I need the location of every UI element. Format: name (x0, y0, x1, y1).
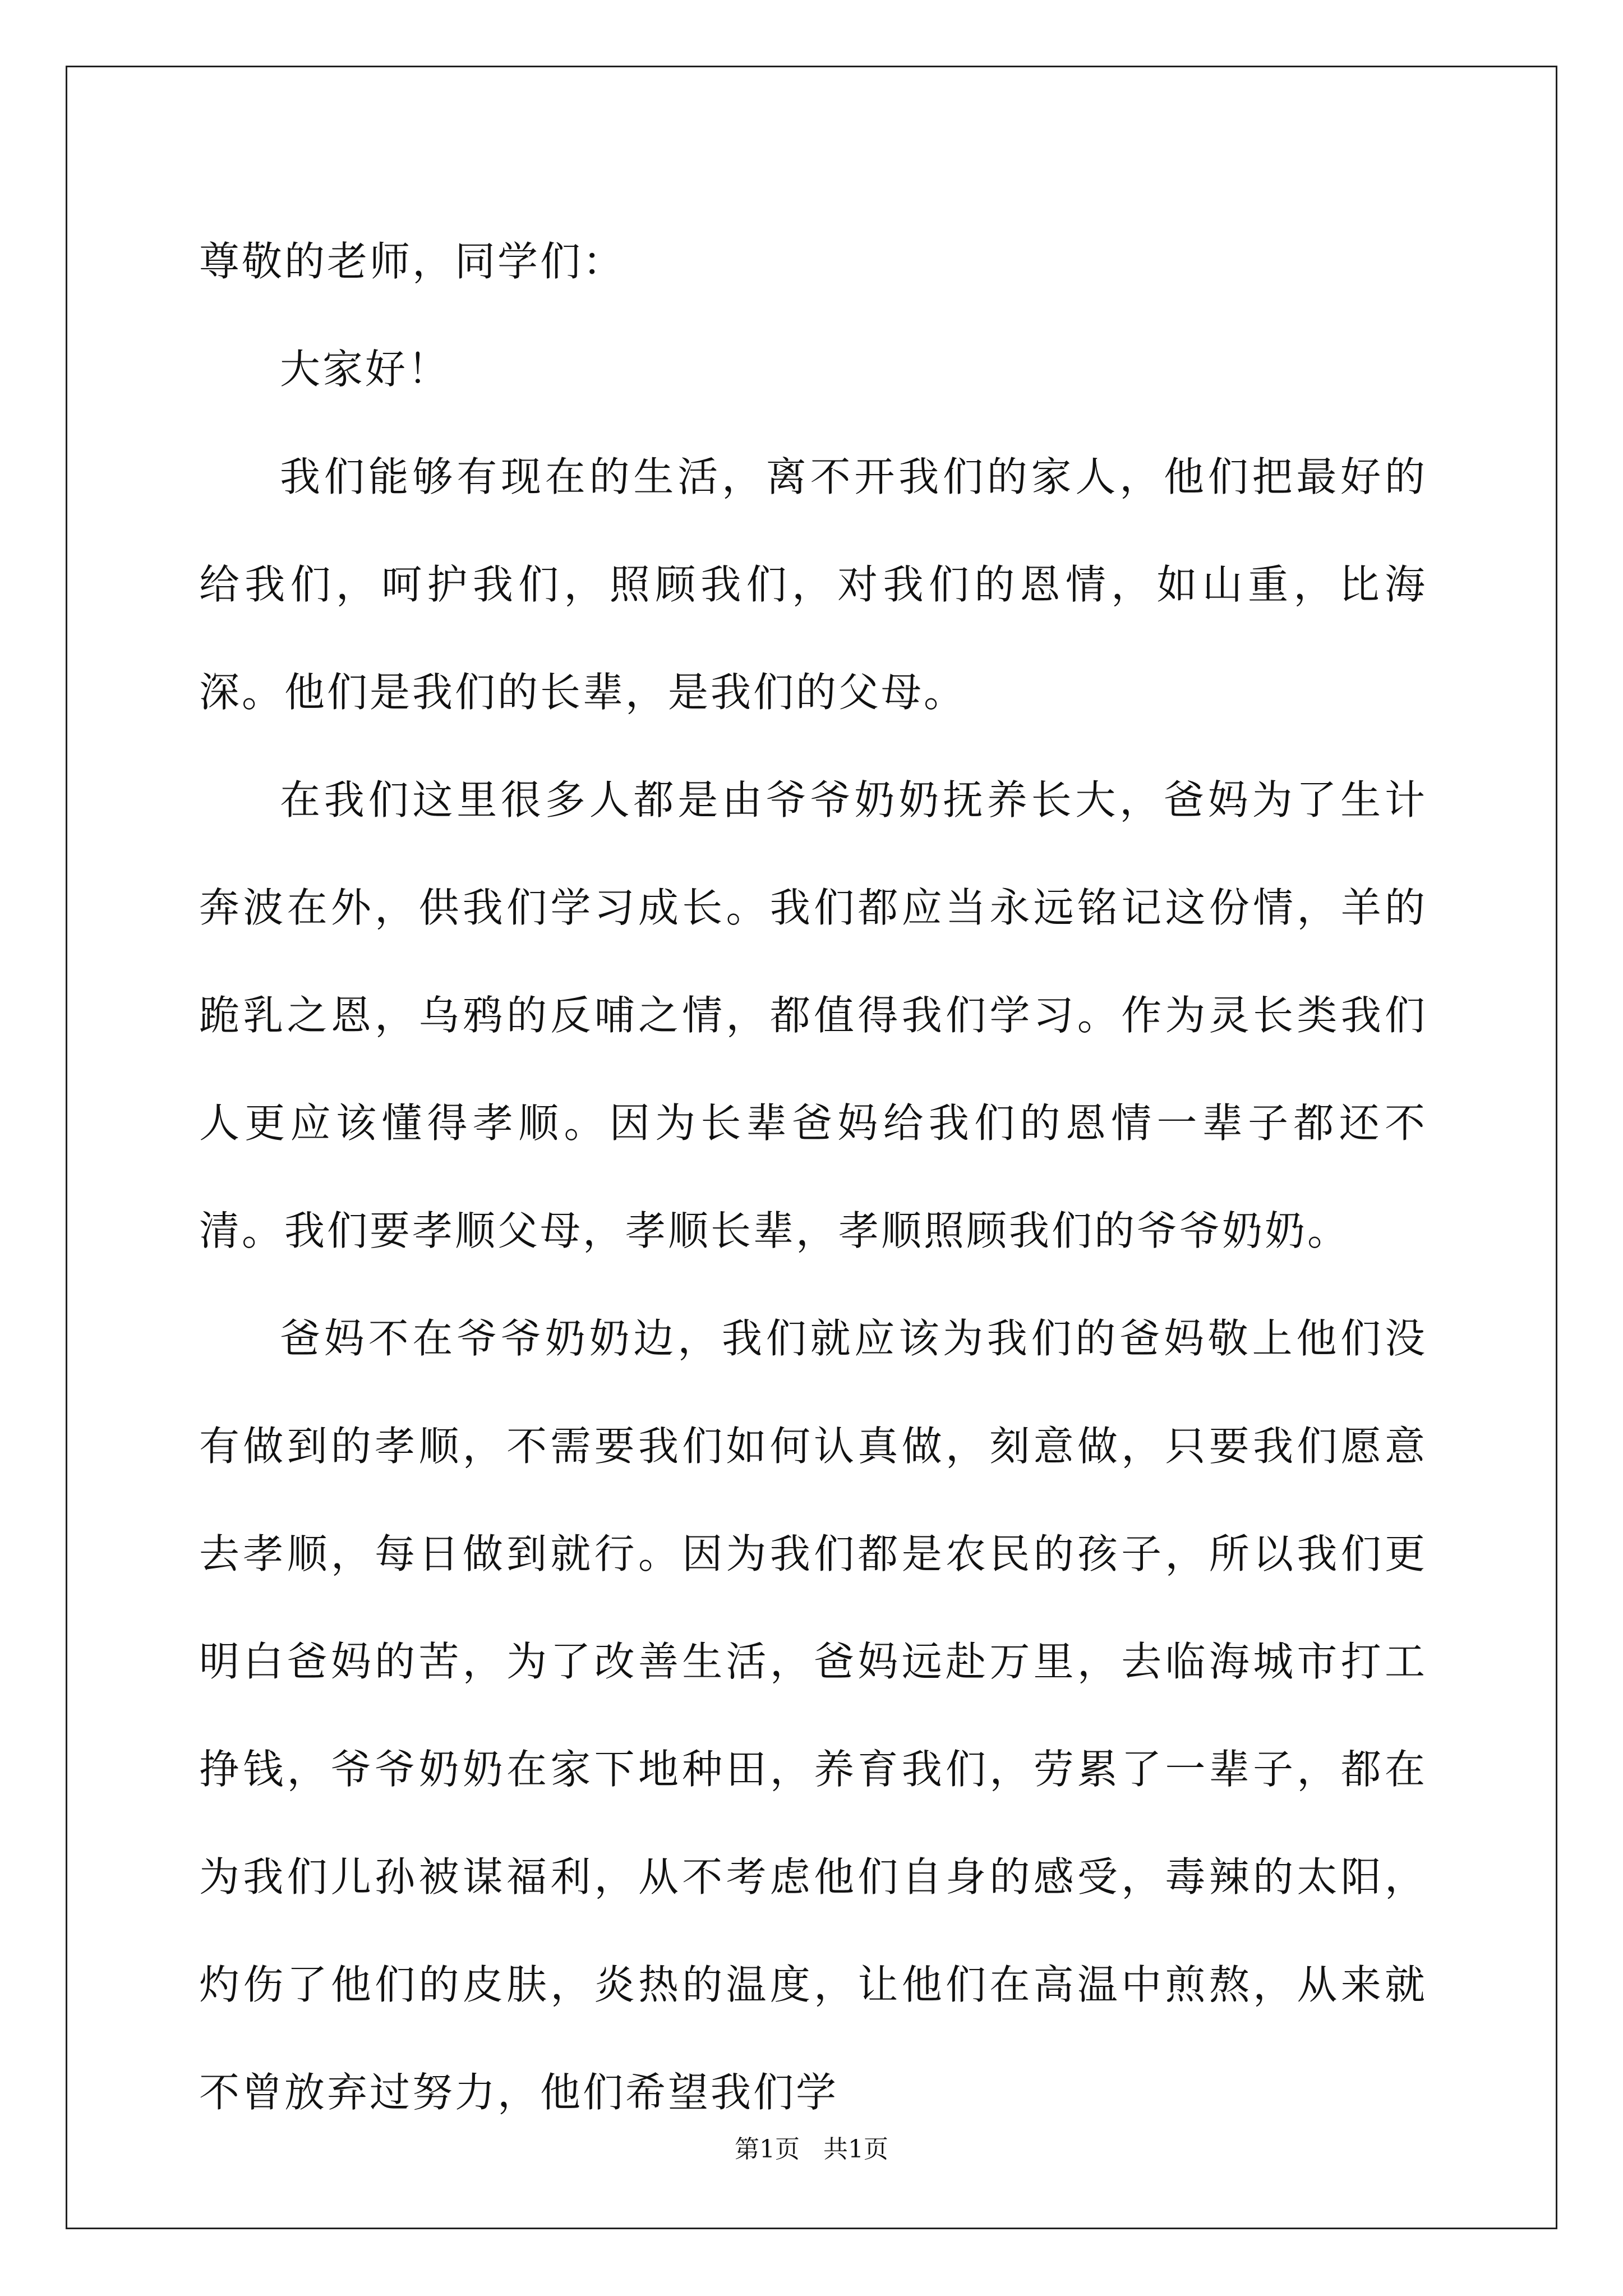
document-body (199, 208, 1427, 2146)
salutation: 尊敬的老师，同学们： (199, 238, 626, 285)
paragraph-2: 在我们这里很多人都是由爷爷奶奶抚养长大，爸妈为了生计奔波在外，供我们学习成长。我们都应当永远铭记这份情，羊的跪乳之恩，乌鸦的反哺之情，都值得我们学习。作为灵长类我们人更应该懂得孝顺。因为长辈爸妈给我们的恩情一辈子都还不清。我们要孝顺父母，孝顺长辈，孝顺照顾我们的爷爷奶奶。 (199, 776, 1427, 1254)
page-number-current: 第1页 (735, 2135, 800, 2164)
page-number-total: 共1页 (823, 2135, 888, 2164)
paragraph-1: 我们能够有现在的生活，离不开我们的家人，他们把最好的给我们，呵护我们，照顾我们，对我们的恩情，如山重，比海深。他们是我们的长辈，是我们的父母。 (199, 453, 1427, 716)
page-footer (0, 2129, 1623, 2165)
paragraph-3: 爸妈不在爷爷奶奶边，我们就应该为我们的爸妈敬上他们没有做到的孝顺，不需要我们如何认真做，刻意做，只要我们愿意去孝顺，每日做到就行。因为我们都是农民的孩子，所以我们更明白爸妈的苦，为了改善生活，爸妈远赴万里，去临海城市打工挣钱，爷爷奶奶在家下地种田，养育我们，劳累了一辈子，都在为我们儿孙被谋福利，从不考虑他们自身的感受，毒辣的太阳，灼伤了他们的皮肤，炎热的温度，让他们在高温中煎熬，从来就不曾放弃过努力，他们希望我们学 (199, 1315, 1427, 2116)
paragraph-greeting: 大家好！ (280, 346, 451, 393)
